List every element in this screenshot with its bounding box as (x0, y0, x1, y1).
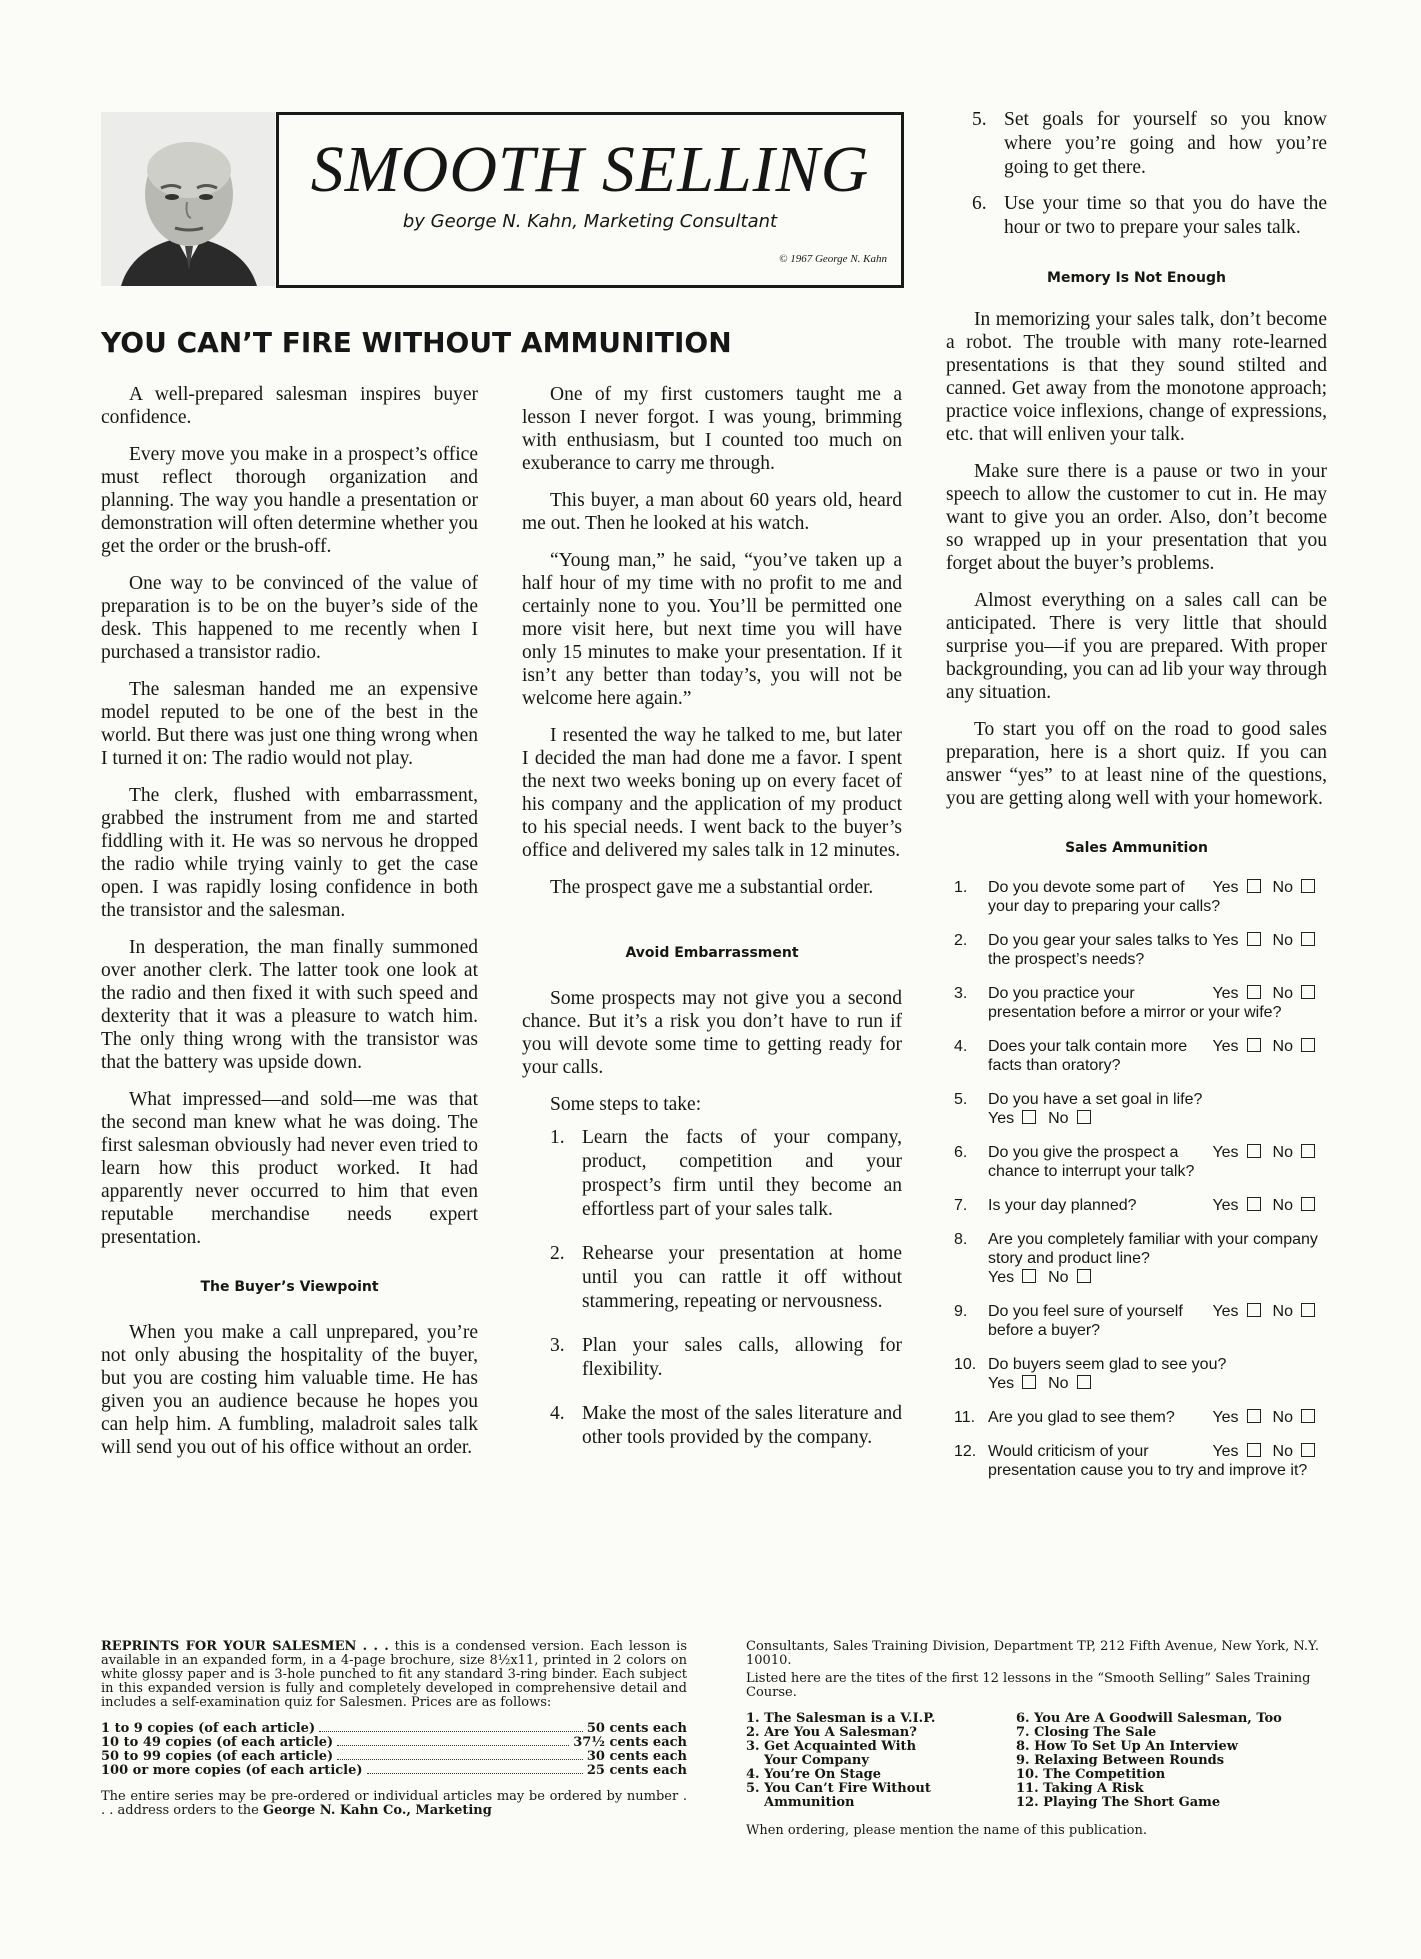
yes-label: Yes (1212, 1303, 1239, 1320)
yes-checkbox[interactable] (1247, 932, 1261, 946)
yes-label: Yes (1212, 1409, 1239, 1426)
address: Consultants, Sales Training Division, Department TP, 212 Fifth Avenue, New York, N.Y. 10010. (746, 1639, 1320, 1668)
paragraph: In desperation, the man finally summoned over another clerk. The latter took one look at the radio and then fixed it with such speed and dexterity that it was a pleasure to watch him. The only thing wrong with the transistor was that the battery was upside down. (101, 937, 478, 1073)
column-1 (101, 383, 478, 1473)
quiz-item (954, 1196, 1327, 1215)
portrait-icon (101, 112, 275, 286)
yes-label: Yes (1212, 1038, 1239, 1055)
lesson: 7. Closing The Sale (1016, 1725, 1157, 1740)
quiz-question: Do you have a set goal in life? (988, 1091, 1203, 1108)
yes-label: Yes (1212, 985, 1239, 1002)
quiz-number: 10. (954, 1356, 977, 1373)
quiz-question: Are you completely familiar with your company story and product line? (988, 1231, 1318, 1267)
lessons-left (746, 1712, 1016, 1810)
paragraph: The prospect gave me a substantial order. (550, 877, 874, 898)
no-label: No (1272, 985, 1293, 1002)
quiz-question: Do you feel sure of yourself before a buyer? (988, 1303, 1183, 1339)
quiz-item (954, 1355, 1327, 1393)
no-label: No (1048, 1110, 1069, 1127)
paragraph: Almost everything on a sales call can be anticipated. There is very little that should surprise you—if you are prepared. With proper backgrounding, you can ad lib your way through any situation. (946, 590, 1327, 703)
quiz-question: Do buyers seem glad to see you? (988, 1356, 1227, 1373)
paragraph: In memorizing your sales talk, don’t become a robot. The trouble with many rote-learned presentations is that they sound stilted and canned. Get away from the monotone approach; practice voice inflexions, change of expressions, etc. that will enliven your talk. (946, 309, 1327, 445)
no-checkbox[interactable] (1301, 932, 1315, 946)
headline: YOU CAN’T FIRE WITHOUT AMMUNITION (101, 326, 732, 359)
quiz-question: Do you gear your sales talks to the prospect’s needs? (988, 932, 1208, 968)
price-row: 100 or more copies (of each article) 25 cents each (101, 1763, 687, 1778)
yes-checkbox[interactable] (1247, 985, 1261, 999)
lesson-list (746, 1712, 1326, 1810)
yes-label: Yes (1212, 1144, 1239, 1161)
no-checkbox[interactable] (1077, 1375, 1091, 1389)
paragraph: “Young man,” he said, “you’ve taken up a half hour of my time with no profit to me and certainly none to you. You’ll be permitted one more visit here, but next time you will have only 15 minutes to make your presentation. If it isn’t any better than today’s, you will not be welcome here again.” (522, 550, 902, 709)
no-checkbox[interactable] (1301, 1303, 1315, 1317)
reprints-right (746, 1640, 1326, 1838)
yes-checkbox[interactable] (1247, 879, 1261, 893)
list-item: 3. Plan your sales calls, allowing for flexibility. (550, 1335, 902, 1380)
steps-list (522, 1126, 902, 1450)
paragraph: What impressed—and sold—me was that the second man knew what he was doing. The first salesman obviously had never even tried to learn how this product worked. It had apparently never occurred to him that even reputable merchandise needs expert presentation. (101, 1089, 478, 1248)
no-label: No (1272, 1443, 1293, 1460)
yes-checkbox[interactable] (1022, 1110, 1036, 1124)
author-photo (101, 112, 275, 286)
paragraph: To start you off on the road to good sales preparation, here is a short quiz. If you can answer “yes” to at least nine of the questions, you are getting along well with your homework. (946, 719, 1327, 809)
closing-note: When ordering, please mention the name of this publication. (746, 1823, 1147, 1838)
section-heading-sales-ammunition: Sales Ammunition (1065, 840, 1208, 856)
reprints-left (101, 1640, 687, 1818)
quiz-question: Would criticism of your presentation cause you to try and improve it? (988, 1443, 1308, 1479)
yes-label: Yes (1212, 1443, 1239, 1460)
yes-no-options (1212, 1143, 1327, 1162)
yes-checkbox[interactable] (1022, 1269, 1036, 1283)
yes-checkbox[interactable] (1247, 1144, 1261, 1158)
quiz-question: Is your day planned? (988, 1197, 1137, 1214)
section-heading-avoid-embarrassment: Avoid Embarrassment (625, 945, 799, 961)
no-label: No (1272, 1303, 1293, 1320)
paragraph: I resented the way he talked to me, but later I decided the man had done me a favor. I spent the next two weeks boning up on every facet of his company and the application of my product to his special needs. I went back to the buyer’s office and delivered my sales talk in 12 minutes. (522, 725, 902, 861)
yes-checkbox[interactable] (1247, 1303, 1261, 1317)
yes-checkbox[interactable] (1247, 1443, 1261, 1457)
quiz-number: 1. (954, 879, 968, 896)
reprints-lead: REPRINTS FOR YOUR SALESMEN . . . (101, 1639, 389, 1654)
quiz-question: Do you devote some part of your day to preparing your calls? (988, 879, 1221, 915)
yes-no-options (1212, 878, 1327, 897)
yes-no-options (1212, 1442, 1327, 1461)
no-label: No (1272, 1144, 1293, 1161)
list-item: 5. Set goals for yourself so you know where you’re going and how you’re going to get there. (972, 109, 1327, 178)
lesson: 12. Playing The Short Game (1016, 1795, 1221, 1810)
copyright: © 1967 George N. Kahn (779, 253, 887, 265)
paragraph: When you make a call unprepared, you’re not only abusing the hospitality of the buyer, but you are costing him valuable time. He has given you an audience because he hopes you can help him. A fumbling, maladroit sales talk will send you out of his office without an order. (101, 1322, 478, 1458)
no-label: No (1048, 1269, 1069, 1286)
page-title: SMOOTH SELLING (310, 133, 870, 206)
quiz-number: 12. (954, 1443, 977, 1460)
steps-intro: Some steps to take: (550, 1094, 702, 1115)
no-checkbox[interactable] (1301, 1409, 1315, 1423)
list-item: 1. Learn the facts of your company, product, competition and your prospect’s firm until they become an effortless part of your sales talk. (550, 1127, 902, 1220)
reprints-text (101, 1640, 687, 1710)
paragraph: One of my first customers taught me a lesson I never forgot. I was young, brimming with enthusiasm, but I counted too much on exuberance to carry me through. (522, 384, 902, 474)
yes-label: Yes (1212, 879, 1239, 896)
yes-no-options (1212, 1196, 1327, 1215)
paragraph: The clerk, flushed with embarrassment, grabbed the instrument from me and started fiddling with it. He was so nervous he dropped the radio while trying vainly to get the case open. I was rapidly losing confidence in both the transistor and the salesman. (101, 785, 478, 921)
yes-no-options (988, 1374, 1327, 1393)
lesson: Ammunition (764, 1795, 855, 1810)
price-row: 10 to 49 copies (of each article) 37½ cents each (101, 1735, 687, 1750)
quiz-question: Does your talk contain more facts than oratory? (988, 1038, 1188, 1074)
quiz-item (954, 931, 1327, 969)
no-label: No (1272, 1038, 1293, 1055)
section-heading-memory: Memory Is Not Enough (1047, 270, 1226, 286)
quiz-question: Are you glad to see them? (988, 1409, 1175, 1426)
quiz-item (954, 1037, 1327, 1075)
yes-no-options (1212, 1037, 1327, 1056)
yes-label: Yes (988, 1110, 1015, 1127)
quiz-number: 9. (954, 1303, 968, 1320)
paragraph: This buyer, a man about 60 years old, heard me out. Then he looked at his watch. (522, 490, 902, 534)
paragraph: A well-prepared salesman inspires buyer confidence. (101, 384, 478, 428)
yes-no-options (1212, 1408, 1327, 1427)
paragraph: Some prospects may not give you a second chance. But it’s a risk you don’t have to run if you will devote some time to getting ready for your calls. (522, 988, 902, 1078)
list-item: 2. Rehearse your presentation at home until you can rattle it off without stammering, repeating or nervousness. (550, 1243, 902, 1312)
steps-list-continued (946, 108, 1327, 240)
listed: Listed here are the tites of the first 12 lessons in the “Smooth Selling” Sales Training Course. (746, 1671, 1311, 1700)
quiz-number: 2. (954, 932, 968, 949)
quiz-item (954, 1143, 1327, 1181)
no-label: No (1272, 1197, 1293, 1214)
no-checkbox[interactable] (1301, 1144, 1315, 1158)
lesson: 9. Relaxing Between Rounds (1016, 1753, 1225, 1768)
yes-label: Yes (988, 1375, 1015, 1392)
no-checkbox[interactable] (1301, 1197, 1315, 1211)
reprints-body: this is a condensed version. Each lesson is available in an expanded form, in a 4-page brochure, size 8½x11, printed in 2 colors on white glossy paper and is 3-hole punched to fit any standard 3-ring binder. Each subject in this expanded version is fully and completely developed in comprehensive detail and includes a self-examination quiz for Salesmen. Prices are as follows: (101, 1639, 687, 1710)
yes-no-options (1212, 931, 1327, 950)
lesson: 2. Are You A Salesman? (746, 1725, 917, 1740)
no-checkbox[interactable] (1301, 985, 1315, 999)
lesson: 8. How To Set Up An Interview (1016, 1739, 1238, 1754)
price-row: 50 to 99 copies (of each article) 30 cents each (101, 1749, 687, 1764)
quiz-item (954, 1230, 1327, 1287)
quiz-item (954, 1408, 1327, 1427)
quiz-number: 3. (954, 985, 968, 1002)
byline: by George N. Kahn, Marketing Consultant (402, 211, 778, 232)
lesson: 6. You Are A Goodwill Salesman, Too (1016, 1711, 1282, 1726)
order-text: The entire series may be pre-ordered or individual articles may be ordered by number . . . address orders to the George N. Kahn Co., Marketing (101, 1789, 687, 1818)
price-row: 1 to 9 copies (of each article) 50 cents each (101, 1721, 687, 1736)
price-list (101, 1722, 687, 1778)
title-box (276, 112, 904, 288)
list-item: 4. Make the most of the sales literature and other tools provided by the company. (550, 1403, 902, 1448)
lessons-right (1016, 1712, 1326, 1810)
quiz-item (954, 878, 1327, 916)
quiz-item (954, 1442, 1327, 1480)
list-item: 6. Use your time so that you do have the hour or two to prepare your sales talk. (972, 193, 1327, 238)
section-heading-buyers-viewpoint: The Buyer’s Viewpoint (200, 1279, 379, 1295)
quiz-number: 6. (954, 1144, 968, 1161)
quiz-number: 7. (954, 1197, 968, 1214)
no-checkbox[interactable] (1301, 1443, 1315, 1457)
lesson: 10. The Competition (1016, 1767, 1166, 1782)
quiz-number: 8. (954, 1231, 968, 1248)
column-3 (946, 108, 1327, 1495)
lesson: 1. The Salesman is a V.I.P. (746, 1711, 936, 1726)
paragraph: Make sure there is a pause or two in your speech to allow the customer to cut in. He may want to give you an order. Also, don’t become so wrapped up in your presentation that you forget about the buyer’s problems. (946, 461, 1327, 574)
yes-checkbox[interactable] (1247, 1409, 1261, 1423)
paragraph: Every move you make in a prospect’s office must reflect thorough organization and planning. The way you handle a presentation or demonstration will often determine whether you get the order or the brush-off. (101, 444, 478, 557)
no-label: No (1272, 879, 1293, 896)
lesson: 5. You Can’t Fire Without (746, 1781, 931, 1796)
yes-label: Yes (1212, 1197, 1239, 1214)
quiz-question: Do you practice your presentation before a mirror or your wife? (988, 985, 1282, 1021)
yes-label: Yes (1212, 932, 1239, 949)
yes-checkbox[interactable] (1022, 1375, 1036, 1389)
quiz-item (954, 1302, 1327, 1340)
paragraph: The salesman handed me an expensive model reputed to be one of the best in the world. But there was just one thing wrong when I turned it on: The radio would not play. (101, 679, 478, 769)
yes-no-options (1212, 1302, 1327, 1321)
yes-no-options (1212, 984, 1327, 1003)
no-label: No (1048, 1375, 1069, 1392)
quiz-item (954, 984, 1327, 1022)
lesson: 3. Get Acquainted With (746, 1739, 917, 1754)
no-checkbox[interactable] (1301, 879, 1315, 893)
quiz-number: 5. (954, 1091, 968, 1108)
quiz-number: 4. (954, 1038, 968, 1055)
no-checkbox[interactable] (1077, 1110, 1091, 1124)
no-label: No (1272, 932, 1293, 949)
quiz-item (954, 1090, 1327, 1128)
no-checkbox[interactable] (1301, 1038, 1315, 1052)
yes-no-options (988, 1109, 1327, 1128)
no-checkbox[interactable] (1077, 1269, 1091, 1283)
lesson: 11. Taking A Risk (1016, 1781, 1144, 1796)
column-2 (522, 383, 902, 1470)
yes-checkbox[interactable] (1247, 1197, 1261, 1211)
lesson: 4. You’re On Stage (746, 1767, 882, 1782)
paragraph: One way to be convinced of the value of preparation is to be on the buyer’s side of the desk. This happened to me recently when I purchased a transistor radio. (101, 573, 478, 663)
yes-label: Yes (988, 1269, 1015, 1286)
no-label: No (1272, 1409, 1293, 1426)
quiz-question: Do you give the prospect a chance to interrupt your talk? (988, 1144, 1195, 1180)
quiz (946, 878, 1327, 1480)
lesson: Your Company (764, 1753, 869, 1768)
yes-no-options (988, 1268, 1327, 1287)
yes-checkbox[interactable] (1247, 1038, 1261, 1052)
quiz-number: 11. (954, 1409, 976, 1426)
